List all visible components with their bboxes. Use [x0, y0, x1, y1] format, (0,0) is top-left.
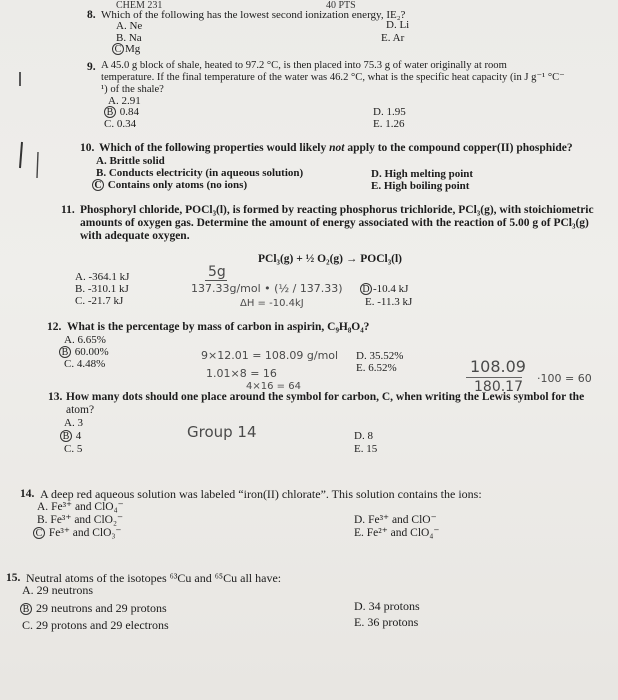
q15-option-d[interactable]: D. 34 protons — [354, 599, 420, 613]
points-header: 40 PTS — [326, 0, 356, 11]
q13-option-b[interactable]: B 4 — [60, 430, 81, 443]
fraction-bar — [466, 377, 522, 378]
q12-handwriting-oxygen: 4×16 = 64 — [246, 381, 301, 392]
q9-line3: ¹) of the shale? — [101, 84, 164, 95]
q8-option-e[interactable]: E. Ar — [381, 32, 405, 44]
q8-option-a[interactable]: A. Ne — [116, 20, 143, 32]
q14-text: A deep red aqueous solution was labeled “iron(II) chlorate”. This solution contains the ions: — [40, 487, 482, 501]
q8-number: 8. — [87, 9, 96, 21]
q9-option-e[interactable]: E. 1.26 — [373, 118, 405, 130]
q9-line1: A 45.0 g block of shale, heated to 97.2 °C, is then placed into 75.3 g of water originally at room — [101, 60, 507, 71]
q12-option-b[interactable]: B 60.00% — [59, 346, 109, 359]
selected-answer-circle: C — [33, 527, 45, 539]
q9-option-b[interactable]: B 0.84 — [104, 106, 139, 119]
q14-option-b[interactable]: B. Fe³⁺ and ClO₂⁻ — [37, 514, 124, 526]
q11-option-b[interactable]: B. -310.1 kJ — [75, 283, 129, 295]
margin-mark-icon — [16, 60, 28, 180]
q13-option-a[interactable]: A. 3 — [64, 417, 83, 429]
q12-option-e[interactable]: E. 6.52% — [356, 362, 397, 374]
q12-text: What is the percentage by mass of carbon in aspirin, C₉H₈O₄? — [67, 321, 370, 333]
q11-equation: PCl₃(g) + ½ O₂(g) → POCl₃(l) — [258, 253, 403, 265]
q13-number: 13. — [48, 391, 63, 403]
q15-text: Neutral atoms of the isotopes ⁶³Cu and ⁶⁵Cu all have: — [26, 571, 282, 585]
q14-number: 14. — [20, 488, 35, 500]
q12-handwriting-hydrogen: 1.01×8 = 16 — [206, 367, 277, 380]
q11-handwriting-result: ΔH = -10.4kJ — [240, 298, 304, 309]
q15-option-e[interactable]: E. 36 protons — [354, 615, 419, 629]
selected-answer-circle: B — [20, 603, 32, 615]
margin-tick-icon — [34, 150, 42, 182]
q11-line2: amounts of oxygen gas. Determine the amount of energy associated with the reaction of 5.00 g of PCl₃(g) — [80, 217, 589, 229]
q13-option-d[interactable]: D. 8 — [354, 430, 373, 442]
q8-option-d[interactable]: D. Li — [386, 19, 410, 31]
q10-option-b[interactable]: B. Conducts electricity (in aqueous solution) — [96, 167, 304, 179]
q10-text: Which of the following properties would likely not apply to the compound copper(II) phosphide? — [99, 142, 573, 154]
selected-answer-circle: B — [104, 106, 116, 118]
q11-option-a[interactable]: A. -364.1 kJ — [75, 271, 130, 283]
selected-answer-circle: B — [59, 346, 71, 358]
q14-option-c[interactable]: C Fe³⁺ and ClO₃⁻ — [33, 527, 122, 540]
q11-line3: with adequate oxygen. — [80, 230, 190, 242]
q12-handwriting-fraction-top: 108.09 — [470, 357, 526, 376]
q11-line1: Phosphoryl chloride, POCl₃(l), is formed by reacting phosphorus trichloride, PCl₃(g), with stoichiometric — [80, 204, 594, 216]
q11-option-c[interactable]: C. -21.7 kJ — [75, 295, 124, 307]
selected-answer-circle: C — [112, 43, 124, 55]
course-header: CHEM 231 — [116, 0, 163, 11]
q10-option-a[interactable]: A. Brittle solid — [96, 155, 165, 167]
selected-answer-circle: C — [92, 179, 104, 191]
q11-number: 11. — [61, 204, 75, 216]
q14-option-d[interactable]: D. Fe³⁺ and ClO⁻ — [354, 514, 437, 526]
q10-option-e[interactable]: E. High boiling point — [371, 180, 470, 192]
selected-answer-circle: B — [60, 430, 72, 442]
q12-option-d[interactable]: D. 35.52% — [356, 350, 404, 362]
q11-option-e[interactable]: E. -11.3 kJ — [365, 296, 413, 308]
q11-handwriting-mass: 5g — [208, 264, 226, 280]
q8-option-b[interactable]: B. Na — [116, 32, 142, 44]
q12-handwriting-result: ·100 = 60 — [537, 372, 592, 385]
q9-line2: temperature. If the final temperature of the water was 46.2 °C, what is the specific heat capacity (in J g⁻¹ °C⁻ — [101, 72, 565, 83]
q13-handwriting-note: Group 14 — [187, 423, 257, 441]
q13-option-e[interactable]: E. 15 — [354, 443, 378, 455]
q12-number: 12. — [47, 321, 62, 333]
q11-handwriting-calc: 137.33g/mol • (½ / 137.33) — [191, 282, 343, 295]
q14-option-a[interactable]: A. Fe³⁺ and ClO₄⁻ — [37, 501, 124, 513]
q11-option-d[interactable]: D -10.4 kJ — [360, 283, 408, 296]
q9-option-a[interactable]: A. 2.91 — [108, 95, 141, 107]
q8-text: Which of the following has the lowest second ionization energy, IE₂? — [101, 9, 406, 21]
q8-option-c[interactable]: C Mg — [112, 43, 140, 56]
q13-line1: How many dots should one place around the symbol for carbon, C, when writing the Lewis symbol for the — [66, 391, 585, 403]
selected-answer-circle: D — [360, 283, 372, 295]
q10-number: 10. — [80, 142, 95, 154]
fraction-bar — [205, 280, 227, 281]
q15-option-a[interactable]: A. 29 neutrons — [22, 583, 93, 597]
q12-option-c[interactable]: C. 4.48% — [64, 358, 106, 370]
q13-option-c[interactable]: C. 5 — [64, 443, 83, 455]
q15-option-b[interactable]: B 29 neutrons and 29 protons — [20, 602, 167, 615]
q10-option-d[interactable]: D. High melting point — [371, 168, 474, 180]
q9-option-d[interactable]: D. 1.95 — [373, 106, 406, 118]
q10-option-c[interactable]: C Contains only atoms (no ions) — [92, 179, 247, 192]
q14-option-e[interactable]: E. Fe²⁺ and ClO₄⁻ — [354, 527, 440, 539]
q15-number: 15. — [6, 572, 21, 584]
q12-handwriting-fraction-bottom: 180.17 — [474, 379, 523, 395]
q9-number: 9. — [87, 61, 96, 73]
q15-option-c[interactable]: C. 29 protons and 29 electrons — [22, 618, 169, 632]
q12-option-a[interactable]: A. 6.65% — [64, 334, 106, 346]
q12-handwriting-carbon: 9×12.01 = 108.09 g/mol — [201, 349, 339, 362]
q13-line2: atom? — [66, 404, 95, 416]
q9-option-c[interactable]: C. 0.34 — [104, 118, 137, 130]
